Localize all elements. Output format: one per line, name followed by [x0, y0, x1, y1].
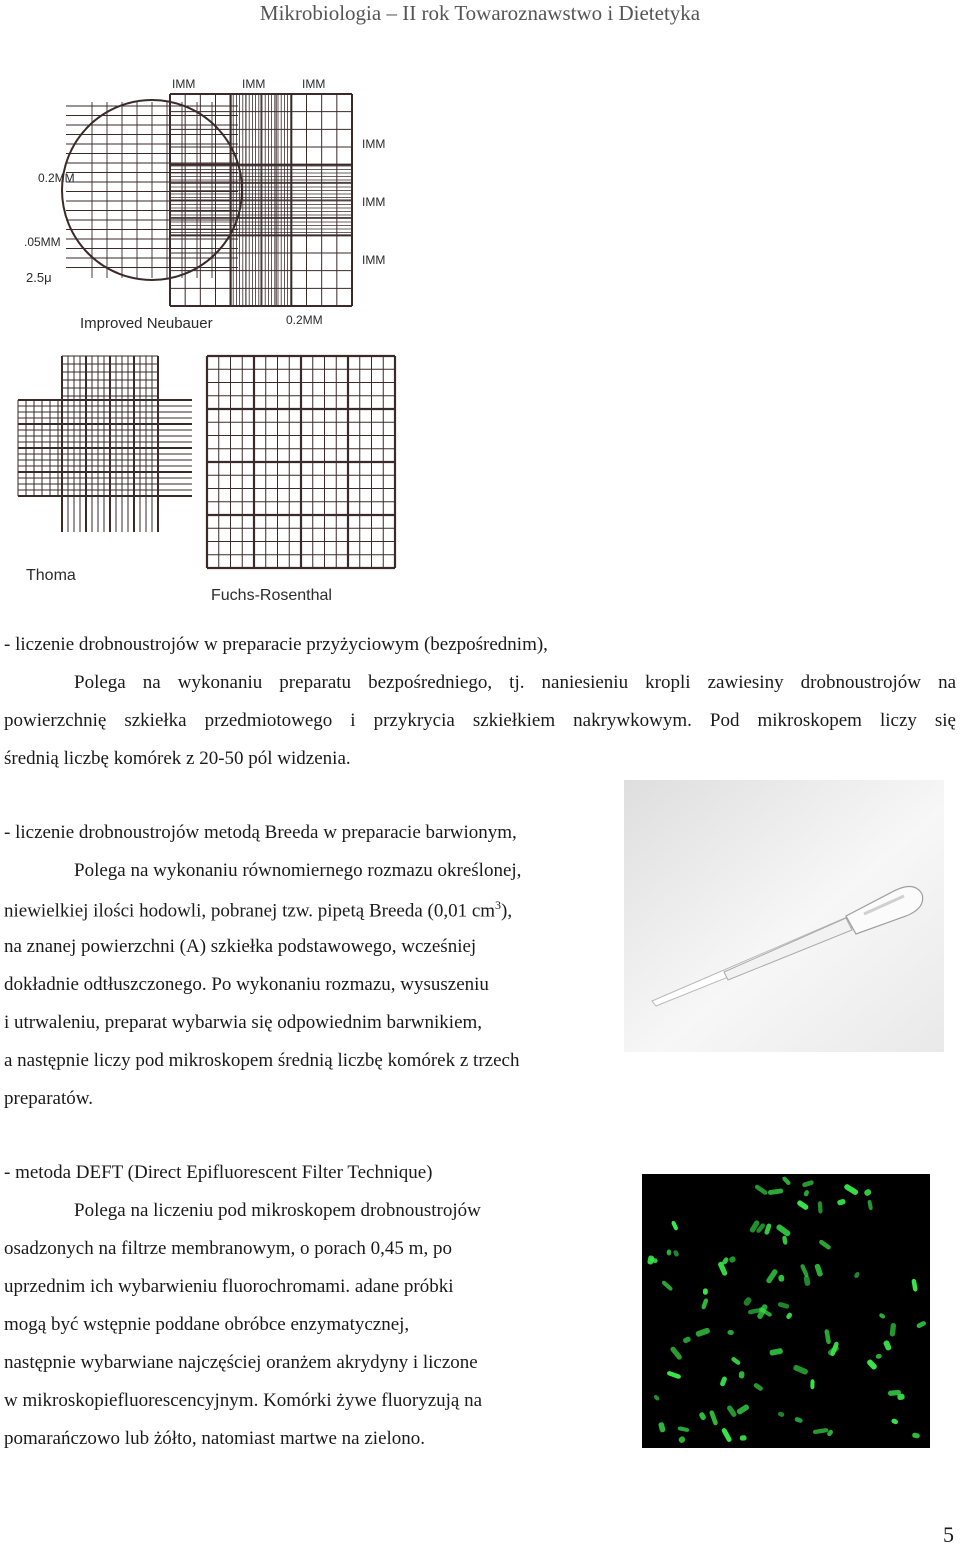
neubauer-caption: Improved Neubauer	[80, 315, 213, 332]
neubauer-label: IMM	[362, 253, 386, 267]
section2-line: na znanej powierzchni (A) szkiełka podstawowego, wcześniej	[4, 936, 477, 957]
thoma-grid-figure	[14, 352, 196, 592]
section2-line: i utrwaleniu, preparat wybarwia się odpowiednim barwnikiem,	[4, 1012, 483, 1033]
section3-line: pomarańczowo lub żółto, natomiast martwe na zielono.	[4, 1428, 426, 1449]
page-number: 5	[943, 1522, 954, 1547]
neubauer-label: 0.2MM	[38, 171, 75, 185]
section1-line: Polega na wykonaniu preparatu bezpośredniego, tj. naniesieniu kropli zawiesiny drobnoustrojów na	[74, 672, 956, 693]
neubauer-label: IMM	[172, 77, 196, 91]
neubauer-label: IMM	[242, 77, 266, 91]
neubauer-label: 2.5μ	[26, 270, 52, 285]
section1-line: średnią liczbę komórek z 20-50 pól widzenia.	[4, 748, 351, 769]
neubauer-label: IMM	[302, 77, 326, 91]
section2-line: Polega na wykonaniu równomiernego rozmazu określonej,	[74, 860, 522, 881]
neubauer-label: IMM	[362, 137, 386, 151]
breed-pipette-photo	[624, 780, 944, 1052]
section2-line	[4, 898, 512, 922]
bacterium-cell	[810, 1379, 814, 1389]
section3-line: mogą być wstępnie poddane obróbce enzymatycznej,	[4, 1314, 410, 1335]
section2-heading: - liczenie drobnoustrojów metodą Breeda w preparacie barwionym,	[4, 822, 517, 843]
bacterium-cell	[740, 1435, 747, 1441]
thoma-caption: Thoma	[26, 567, 76, 584]
section3-line: następnie wybarwiane najczęściej oranżem akrydyny i liczone	[4, 1352, 478, 1373]
section2-line: dokładnie odtłuszczonego. Po wykonaniu rozmazu, wysuszeniu	[4, 974, 489, 995]
fuchs-rosenthal-caption: Fuchs-Rosenthal	[211, 587, 332, 604]
section3-heading: - metoda DEFT (Direct Epifluorescent Filter Technique)	[4, 1162, 433, 1183]
section3-line: w mikroskopiefluorescencyjnym. Komórki żywe fluoryzują na	[4, 1390, 483, 1411]
deft-fluorescence-micrograph	[642, 1174, 930, 1448]
neubauer-label: 0.2MM	[286, 313, 323, 327]
section2-line: preparatów.	[4, 1088, 93, 1109]
section3-line: osadzonych na filtrze membranowym, o porach 0,45 m, po	[4, 1238, 452, 1259]
section2-line-text: niewielkiej ilości hodowli, pobranej tzw. pipetą Breeda (0,01 cm	[4, 900, 496, 922]
page-header: Mikrobiologia – II rok Towaroznawstwo i Dietetyka	[259, 1, 701, 25]
section2-line: a następnie liczy pod mikroskopem średnią liczbę komórek z trzech	[4, 1050, 520, 1071]
neubauer-label: IMM	[362, 195, 386, 209]
section1-line: powierzchnię szkiełka przedmiotowego i przykrycia szkiełkiem nakrywkowym. Pod mikroskopem liczy się	[4, 710, 956, 731]
superscript: 3	[495, 898, 502, 912]
neubauer-grid-figure	[22, 66, 400, 344]
neubauer-label: .05MM	[24, 235, 61, 249]
section1-heading: - liczenie drobnoustrojów w preparacie przyżyciowym (bezpośrednim),	[4, 634, 548, 655]
fuchs-rosenthal-grid-figure	[203, 352, 400, 608]
bacterium-cell	[703, 1288, 708, 1295]
section2-line-text: ),	[501, 900, 513, 922]
section3-line: Polega na liczeniu pod mikroskopem drobnoustrojów	[74, 1200, 481, 1221]
section3-line: uprzednim ich wybarwieniu fluorochromami. adane próbki	[4, 1276, 454, 1297]
